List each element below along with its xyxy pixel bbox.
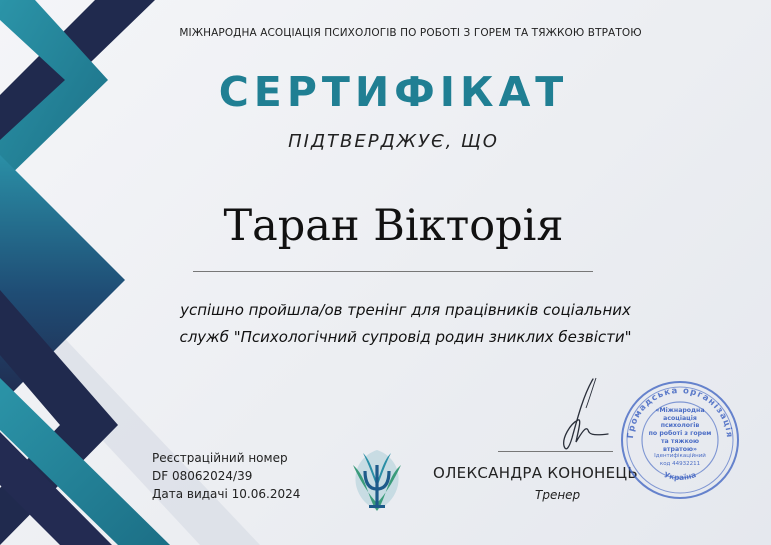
trainer-role: Тренер xyxy=(535,488,581,502)
stamp-line: та тяжкою xyxy=(660,437,700,445)
psi-logo-icon xyxy=(349,447,405,515)
stamp-line: «Міжнародна xyxy=(655,407,705,414)
trainer-signature xyxy=(548,376,618,456)
certificate-subtitle: ПІДТВЕРДЖУЄ, ЩО xyxy=(288,131,499,152)
signature-line xyxy=(498,451,613,452)
certificate-title: СЕРТИФІКАТ xyxy=(218,68,569,116)
stamp-ring-top: Громадська організація xyxy=(625,385,735,439)
stamp-text xyxy=(645,407,715,469)
organization-name: МІЖНАРОДНА АСОЦІАЦІЯ ПСИХОЛОГІВ ПО РОБОТІ З ГОРЕМ ТА ТЯЖКОЮ ВТРАТОЮ xyxy=(179,27,642,39)
stamp-line: втратою» xyxy=(663,445,697,453)
registration-label: Реєстраційний номер xyxy=(152,451,288,465)
stamp-id-code: код 44932211 xyxy=(659,460,701,467)
description-line-2: служб "Психологічний супровід родин зниклих безвісти" xyxy=(179,328,632,346)
registration-number: DF 08062024/39 xyxy=(152,469,253,483)
stamp-id-label: Ідентифікаційний xyxy=(654,453,706,460)
stamp-ring-bottom: Україна xyxy=(662,470,698,483)
recipient-name: Таран Вікторія xyxy=(223,201,564,251)
description-line-1: успішно пройшла/ов тренінг для працівників соціальних xyxy=(180,301,631,319)
issue-date: Дата видачі 10.06.2024 xyxy=(152,487,301,501)
svg-text:Україна xyxy=(663,470,698,482)
stamp-line: психологів xyxy=(660,422,700,430)
name-underline xyxy=(193,271,593,272)
stamp-line: асоціація xyxy=(663,414,697,422)
trainer-name: ОЛЕКСАНДРА КОНОНЕЦЬ xyxy=(433,464,638,482)
stamp-line: по роботі з горем xyxy=(648,430,712,438)
